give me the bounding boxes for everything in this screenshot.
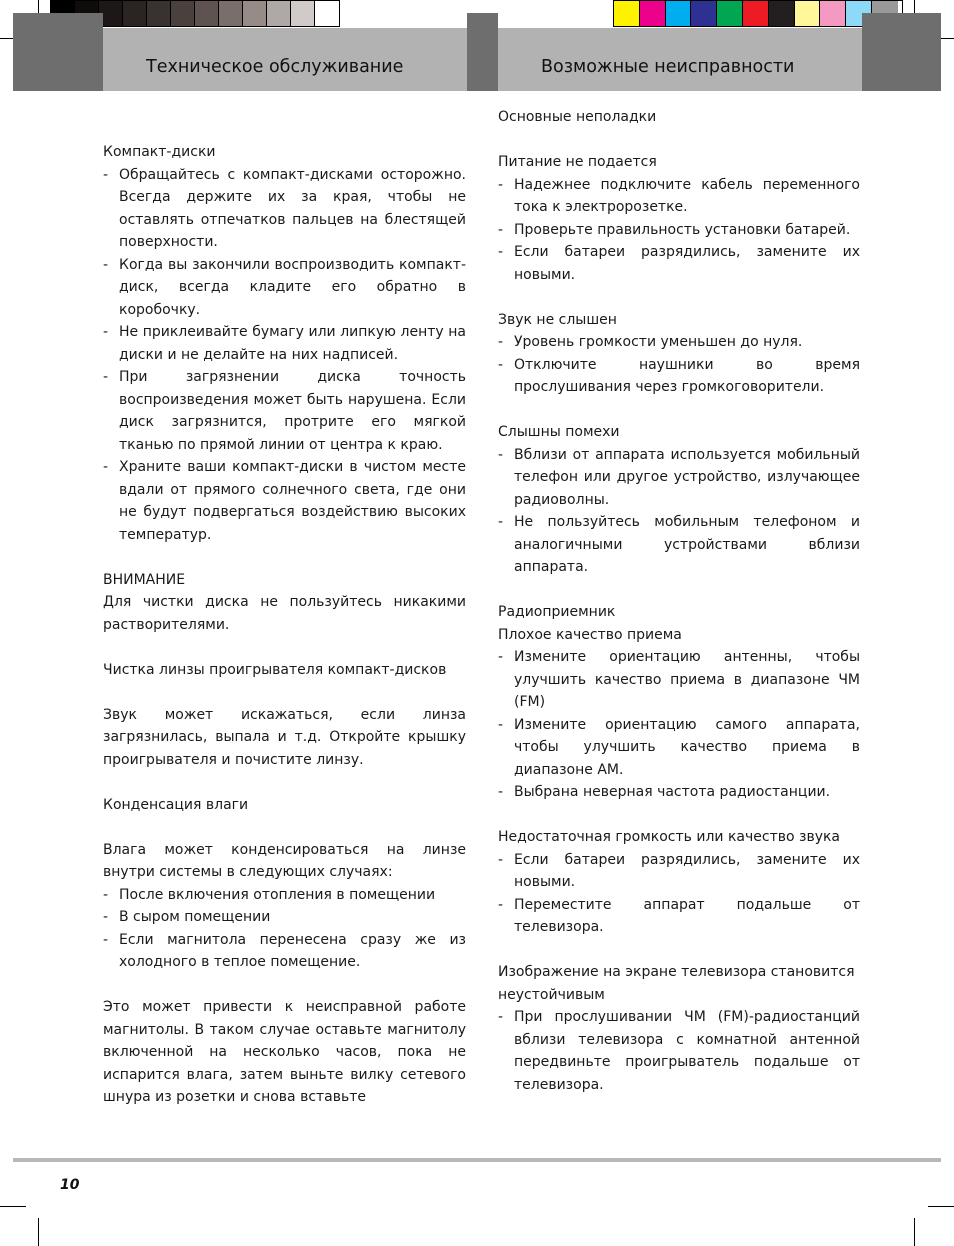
page-number: 10 [60, 1177, 80, 1193]
list-item: - Вблизи от аппарата используется мобильный телефон или другое устройство, излучающее радиоволны. [498, 444, 860, 512]
main-heading: Основные неполадки [498, 109, 657, 125]
color-swatch [219, 1, 243, 26]
color-swatch [691, 1, 717, 26]
list-item: - Обращайтесь с компакт-дисками осторожно. Всегда держите их за края, чтобы не оставлять отпечатков пальцев на блестящей поверхности. [103, 164, 466, 254]
color-swatch [795, 1, 821, 26]
list-item: - Не пользуйтесь мобильным телефоном и аналогичными устройствами вблизи аппарата. [498, 511, 860, 579]
color-swatch [267, 1, 291, 26]
list-item: - Проверьте правильность установки батарей. [498, 219, 860, 242]
color-swatch [243, 1, 267, 26]
nosound-heading: Звук не слышен [498, 311, 617, 328]
list-item: - Надежнее подключите кабель переменного тока к электророзетке. [498, 174, 860, 219]
attention-heading: ВНИМАНИЕ [103, 571, 186, 588]
color-swatch [820, 1, 846, 26]
color-swatch [291, 1, 315, 26]
color-calibration-bar [613, 0, 903, 27]
list-item: - Если батареи разрядились, замените их новыми. [498, 849, 860, 894]
right-column [498, 106, 860, 1096]
list-item: - Уровень громкости уменьшен до нуля. [498, 331, 860, 354]
header-band-middle-dark [467, 13, 498, 91]
header-band-right-dark [862, 13, 941, 91]
list-item: - Когда вы закончили воспроизводить компакт-диск, всегда кладите его обратно в коробочку. [103, 254, 466, 322]
tv-heading: Изображение на экране телевизора становится неустойчивым [498, 964, 855, 1003]
left-header-title: Техническое обслуживание [146, 57, 404, 77]
list-item: - После включения отопления в помещении [103, 884, 466, 907]
color-swatch [640, 1, 666, 26]
cd-heading: Компакт-диски [103, 144, 216, 160]
list-item: - При прослушивании ЧМ (FM)-радиостанций вблизи телевизора с комнатной антенной передвиньте проигрыватель подальше от телевизора. [498, 1006, 860, 1096]
right-header-title: Возможные неисправности [541, 57, 795, 77]
attention-text: Для чистки диска не пользуйтесь никакими растворителями. [103, 594, 466, 633]
color-swatch [315, 1, 339, 26]
condensation-intro: Влага может конденсироваться на линзе внутри системы в следующих случаях: [103, 841, 466, 880]
list-item: - При загрязнении диска точность воспроизведения может быть нарушена. Если диск загрязнится, протрите его мягкой тканью по прямой линии от центра к краю. [103, 366, 466, 456]
lens-heading: Чистка линзы проигрывателя компакт-дисков [103, 661, 447, 678]
list-item: - В сыром помещении [103, 906, 466, 929]
color-swatch [195, 1, 219, 26]
crop-mark [914, 1218, 915, 1246]
color-swatch [123, 1, 147, 26]
list-item: - Измените ориентацию антенны, чтобы улучшить качество приема в диапазоне ЧМ (FM) [498, 646, 860, 714]
condensation-outro: Это может привести к неисправной работе магнитолы. В таком случае оставьте магнитолу включенной на несколько часов, пока не испарится влага, затем выньте вилку сетевого шнура из розетки и снова вставьте [103, 999, 466, 1105]
color-swatch [769, 1, 795, 26]
list-item: - Храните ваши компакт-диски в чистом месте вдали от прямого солнечного света, где они не будут подвергаться воздействию высоких температур. [103, 456, 466, 546]
list-item: - Переместите аппарат подальше от телевизора. [498, 894, 860, 939]
color-swatch [171, 1, 195, 26]
crop-mark [38, 1218, 39, 1246]
color-swatch [614, 1, 640, 26]
volume-heading: Недостаточная громкость или качество звука [498, 829, 841, 845]
list-item: - Если магнитола перенесена сразу же из холодного в теплое помещение. [103, 929, 466, 974]
power-heading: Питание не подается [498, 154, 657, 170]
color-swatch [666, 1, 692, 26]
lens-text: Звук может искажаться, если линза загрязнилась, выпала и т.д. Откройте крышку проигрывателя и почистите линзу. [103, 706, 466, 768]
footer-rule [13, 1158, 941, 1162]
condensation-heading: Конденсация влаги [103, 796, 249, 813]
color-swatch [717, 1, 743, 26]
noise-heading: Слышны помехи [498, 424, 620, 440]
color-swatch [147, 1, 171, 26]
list-item: - Выбрана неверная частота радиостанции. [498, 781, 860, 804]
radio-heading: Радиоприемник [498, 604, 616, 620]
list-item: - Отключите наушники во время прослушивания через громкоговорители. [498, 354, 860, 399]
list-item: - Если батареи разрядились, замените их новыми. [498, 241, 860, 286]
left-column [103, 141, 466, 1109]
list-item: - Не приклеивайте бумагу или липкую ленту на диски и не делайте на них надписей. [103, 321, 466, 366]
reception-heading: Плохое качество приема [498, 626, 682, 643]
color-swatch [743, 1, 769, 26]
header-band-left-dark [13, 13, 103, 91]
crop-mark [0, 1206, 26, 1207]
crop-mark [928, 1206, 954, 1207]
list-item: - Измените ориентацию самого аппарата, чтобы улучшить качество приема в диапазоне АМ. [498, 714, 860, 782]
